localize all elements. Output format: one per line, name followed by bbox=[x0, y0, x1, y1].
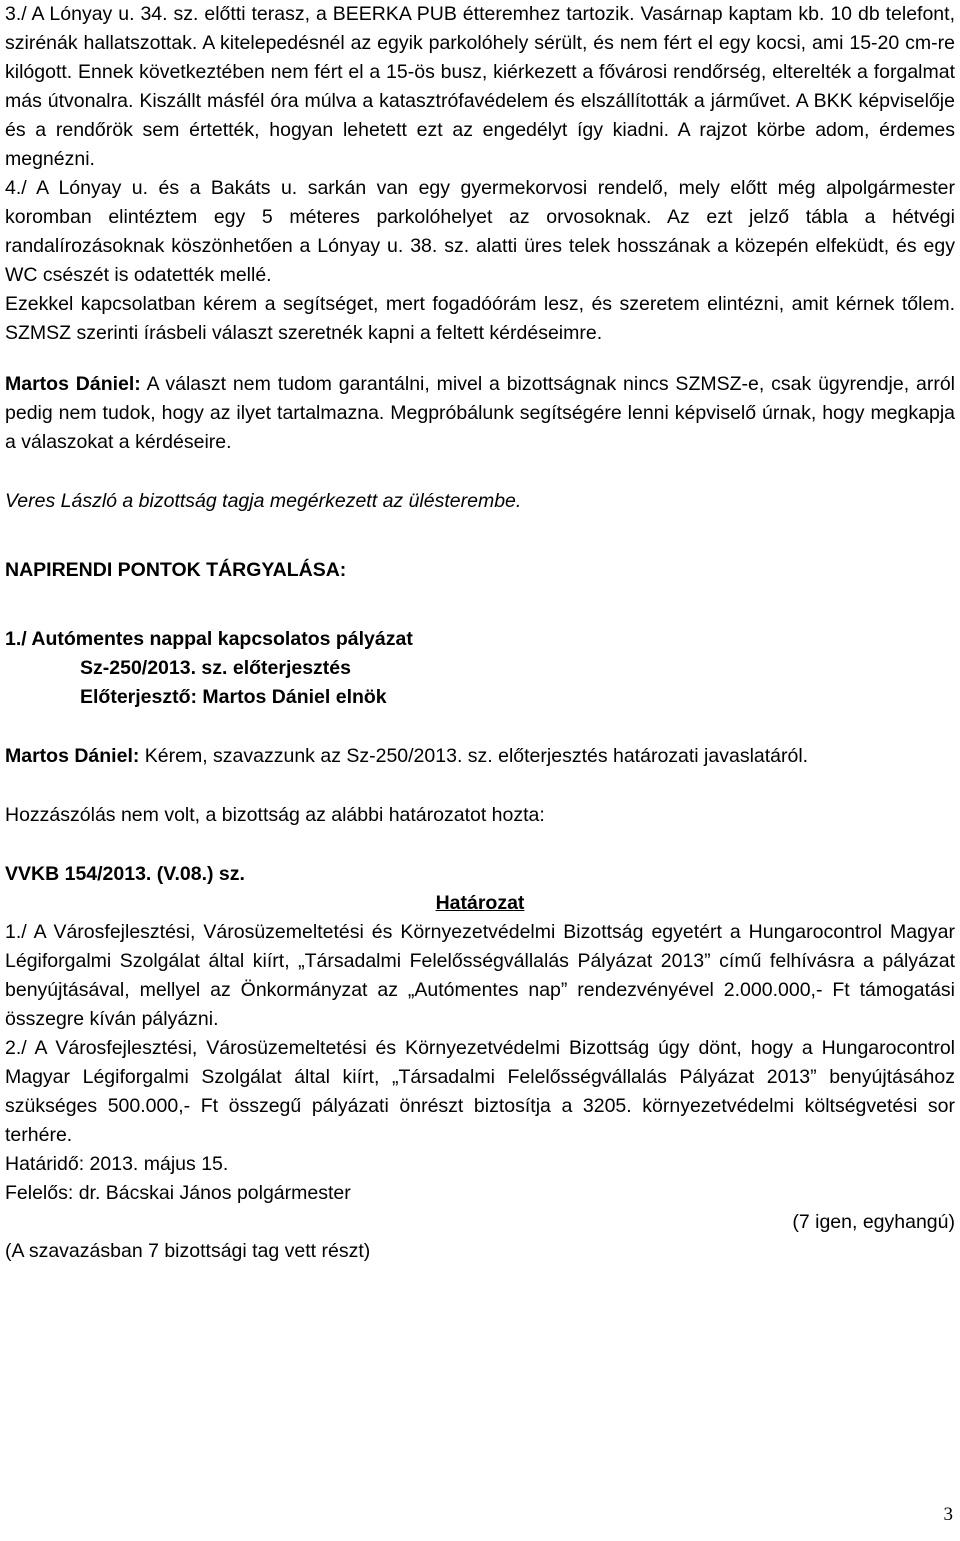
spacer bbox=[5, 457, 955, 487]
paragraph-item-4: 4./ A Lónyay u. és a Bakáts u. sarkán van egy gyermekorvosi rendelő, mely előtt még alpolgármester koromban elintéztem egy 5 méteres parkolóhelyet az orvosoknak. Az ezt jelző tábla a hétvégi randalírozásoknak köszönhetően a Lónyay u. 38. sz. alatti üres telek hosszának a közepén elfeküdt, és egy WC csészét is odatették mellé. bbox=[5, 177, 955, 286]
paragraph-vote-call bbox=[5, 742, 955, 771]
paragraph-no-comments: Hozzászólás nem volt, a bizottság az alábbi határozatot hozta: bbox=[5, 804, 545, 826]
vote-result: (7 igen, egyhangú) bbox=[792, 1211, 955, 1233]
vote-participation-note: (A szavazásban 7 bizottsági tag vett részt) bbox=[5, 1240, 371, 1262]
resolution-point-2: 2./ A Városfejlesztési, Városüzemeltetési és Környezetvédelmi Bizottság úgy dönt, hogy a Hungarocontrol Magyar Légiforgalmi Szolgálat által kiírt, „Társadalmi Felelősségvállalás Pályázat 2013” benyújtásához szükséges 500.000,- Ft összegű pályázati önrészt biztosítja a 3205. környezetvédelmi költségvetési sor terhére. bbox=[5, 1037, 955, 1146]
document-page bbox=[5, 0, 955, 1266]
spacer bbox=[5, 585, 955, 625]
speaker-text: A választ nem tudom garantálni, mivel a bizottságnak nincs SZMSZ-e, csak ügyrendje, arról pedig nem tudok, hogy az ilyet tartalmazna. Megpróbálunk segítségére lenni képviselő úrnak, hogy megkapja a válaszokat a kérdéseire. bbox=[5, 373, 955, 453]
paragraph-item-3: 3./ A Lónyay u. 34. sz. előtti terasz, a BEERKA PUB étteremhez tartozik. Vasárnap kaptam kb. 10 db telefont, szirénák hallatszottak. A kitelepedésnél az egyik parkolóhely sérült, és nem fért el egy kocsi, ami 15-20 cm-re kilógott. Ennek következtében nem fért el a 15-ös busz, kiérkezett a fővárosi rendőrség, elterelték a forgalmat más útvonalra. Kiszállt másfél óra múlva a katasztrófavédelem és elszállították a járművet. A BKK képviselője és a rendőrök sem értették, hogyan lehetett ezt az engedélyt így kiadni. A rajzot körbe adom, érdemes megnézni. bbox=[5, 3, 955, 170]
resolution-responsible: Felelős: dr. Bácskai János polgármester bbox=[5, 1182, 351, 1204]
page-number: 3 bbox=[943, 1504, 953, 1525]
agenda-heading: NAPIRENDI PONTOK TÁRGYALÁSA: bbox=[5, 559, 347, 581]
speaker-name: Martos Dániel: bbox=[5, 745, 140, 767]
resolution-point-1: 1./ A Városfejlesztési, Városüzemeltetési és Környezetvédelmi Bizottság egyetért a Hungarocontrol Magyar Légiforgalmi Szolgálat által kiírt, „Társadalmi Felelősségvállalás Pályázat 2013” című felhívásra a pályázat benyújtásával, mellyel az Önkormányzat az „Autómentes nap” rendezvényével 2.000.000,- Ft támogatási összegre kíván pályázni. bbox=[5, 921, 955, 1030]
spacer bbox=[5, 348, 955, 370]
resolution-heading: Határozat bbox=[435, 892, 525, 914]
agenda-item-presenter: Előterjesztő: Martos Dániel elnök bbox=[80, 686, 387, 708]
spacer bbox=[5, 830, 955, 860]
paragraph-chair-response bbox=[5, 370, 955, 457]
spacer bbox=[5, 771, 955, 801]
resolution-number: VVKB 154/2013. (V.08.) sz. bbox=[5, 863, 245, 885]
paragraph-request: Ezekkel kapcsolatban kérem a segítséget, mert fogadóórám lesz, és szeretem elintézni, amit kérnek tőlem. SZMSZ szerinti írásbeli választ szeretnék kapni a feltett kérdéseimre. bbox=[5, 293, 955, 344]
spacer bbox=[5, 516, 955, 556]
speaker-name: Martos Dániel: bbox=[5, 373, 141, 395]
spacer bbox=[5, 712, 955, 742]
resolution-deadline: Határidő: 2013. május 15. bbox=[5, 1153, 229, 1175]
agenda-item-reference: Sz-250/2013. sz. előterjesztés bbox=[80, 657, 351, 679]
arrival-note: Veres László a bizottság tagja megérkezett az ülésterembe. bbox=[5, 490, 522, 512]
agenda-item-title: 1./ Autómentes nappal kapcsolatos pályázat bbox=[5, 628, 413, 650]
speaker-text: Kérem, szavazzunk az Sz-250/2013. sz. előterjesztés határozati javaslatáról. bbox=[139, 745, 809, 767]
